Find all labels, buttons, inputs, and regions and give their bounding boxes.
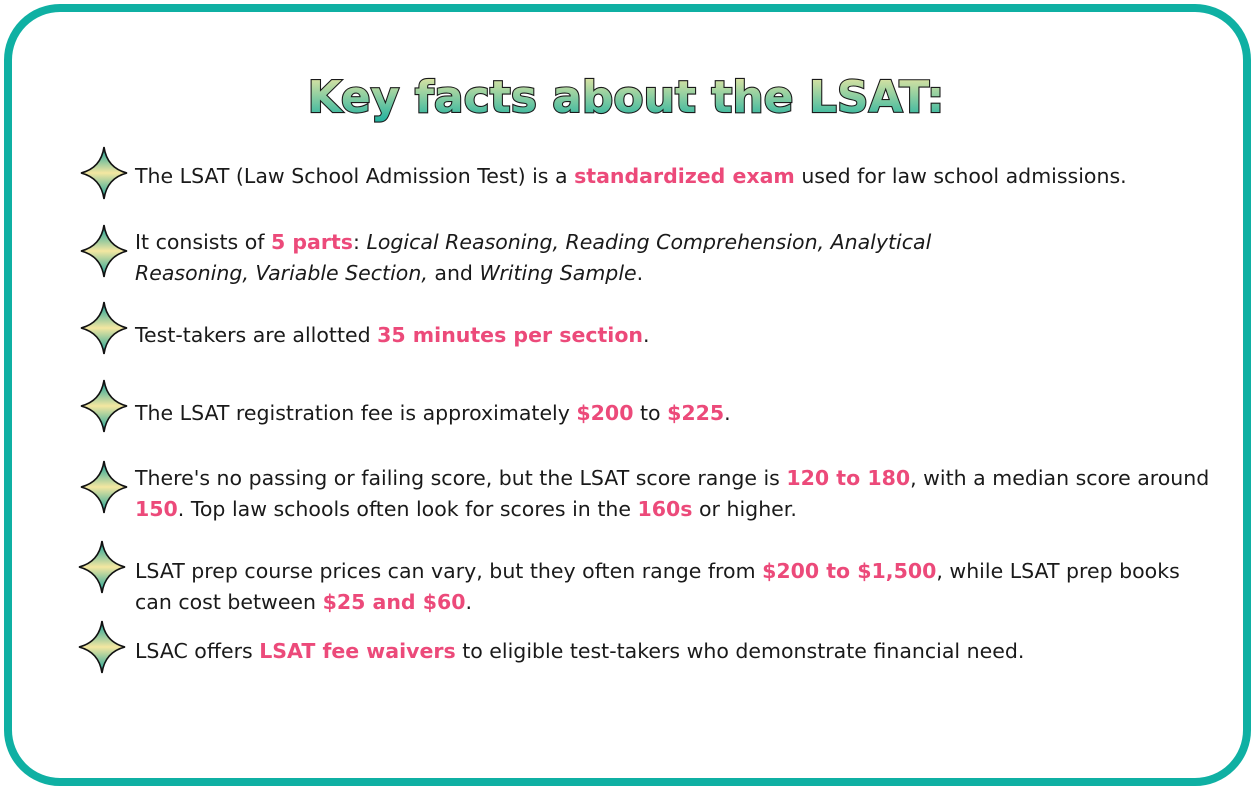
highlight-text: LSAT fee waivers [259, 639, 456, 663]
fact-item: There's no passing or failing score, but the LSAT score range is 120 to 180, with a median score around 150. Top law schools often look for scores in the 160s or higher. [135, 466, 1210, 521]
fact-item: LSAC offers LSAT fee waivers to eligible test-takers who demonstrate financial need. [135, 639, 1025, 663]
page-title-text: Key facts about the LSAT: [307, 72, 944, 123]
sparkle-icon [80, 301, 128, 355]
fact-item: The LSAT (Law School Admission Test) is a standardized exam used for law school admissions. [135, 164, 1127, 188]
highlight-text: $200 to $1,500 [762, 559, 937, 583]
sparkle-icon [78, 620, 126, 674]
fact-item: It consists of 5 parts: Logical Reasoning, Reading Comprehension, Analytical Reasoning, Variable Section, and Writing Sample. [135, 230, 932, 285]
sparkle-icon [80, 460, 128, 514]
highlight-text: standardized exam [574, 164, 795, 188]
highlight-text: $200 [576, 401, 634, 425]
sparkle-icon [80, 379, 128, 433]
highlight-text: 160s [637, 497, 693, 521]
fact-item: Test-takers are allotted 35 minutes per section. [135, 323, 650, 347]
page-title [0, 68, 1251, 128]
sparkle-icon [78, 540, 126, 594]
sparkle-icon [80, 224, 128, 278]
highlight-text: 120 to 180 [786, 466, 911, 490]
fact-item: LSAT prep course prices can vary, but they often range from $200 to $1,500, while LSAT prep books can cost between $25 and $60. [135, 559, 1180, 614]
sparkle-icon [80, 146, 128, 200]
highlight-text: 5 parts [270, 230, 354, 254]
highlight-text: $25 and $60 [322, 590, 466, 614]
highlight-text: $225 [667, 401, 725, 425]
highlight-text: 35 minutes per section [377, 323, 644, 347]
fact-item: The LSAT registration fee is approximately $200 to $225. [135, 401, 731, 425]
highlight-text: 150 [135, 497, 178, 521]
